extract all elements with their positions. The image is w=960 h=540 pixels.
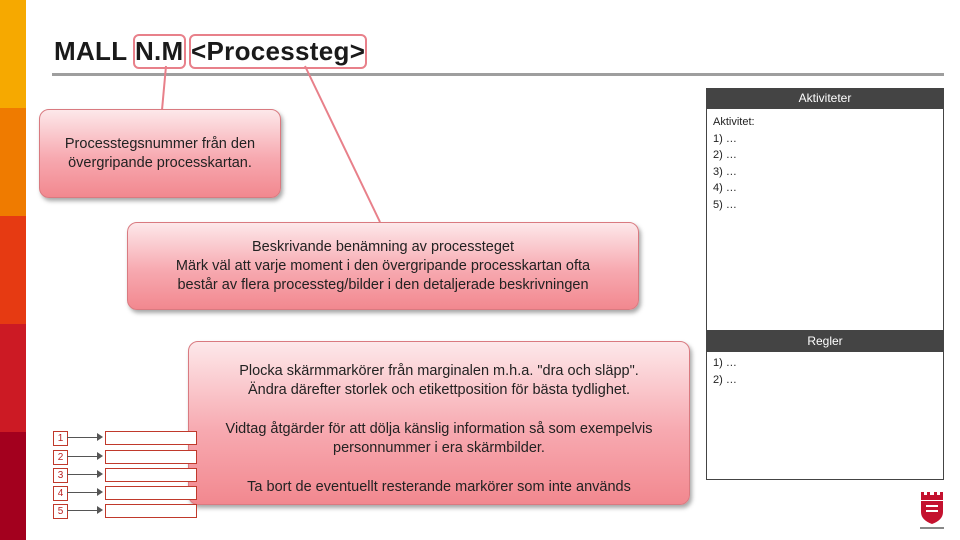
instr-1-line-2: Ändra därefter storlek och etikettposition för bästa tydlighet. — [247, 382, 631, 398]
screen-marker-2[interactable] — [53, 450, 203, 464]
aktivitet-label: Aktivitet: — [713, 116, 755, 128]
callout-desc-line-2: Märk väl att varje moment i den övergripande processkartan ofta — [175, 257, 591, 274]
screen-marker-4[interactable] — [53, 486, 203, 500]
regel-item-1: 1) … — [713, 357, 737, 369]
screen-marker-5[interactable] — [53, 504, 203, 518]
marker-line-2 — [67, 456, 99, 457]
marker-frame-2 — [105, 450, 197, 464]
aktivitet-item-2: 2) … — [713, 149, 737, 161]
title-step-name: <Processteg> — [191, 36, 366, 66]
regler-header: Regler — [706, 331, 944, 351]
title-step-number: N.M — [134, 36, 184, 66]
instr-3-line-1: Ta bort de eventuellt resterande markörer som inte används — [247, 479, 631, 495]
marker-label-5: 5 — [53, 504, 68, 519]
marker-line-3 — [67, 474, 99, 475]
marker-arrow-icon-4 — [97, 488, 103, 496]
marker-line-4 — [67, 492, 99, 493]
connector-number — [162, 66, 166, 110]
marker-label-1: 1 — [53, 431, 68, 446]
marker-arrow-icon-5 — [97, 506, 103, 514]
marker-frame-1 — [105, 431, 197, 445]
marker-frame-3 — [105, 468, 197, 482]
marker-arrow-icon-3 — [97, 470, 103, 478]
marker-label-2: 2 — [53, 450, 68, 465]
instr-2-line-2: personnummer i era skärmbilder. — [333, 440, 545, 456]
screen-marker-1[interactable] — [53, 431, 203, 445]
marker-arrow-icon-2 — [97, 452, 103, 460]
regler-box[interactable] — [706, 351, 944, 480]
aktivitet-item-4: 4) … — [713, 182, 737, 194]
regel-item-2: 2) … — [713, 373, 737, 386]
marker-line-5 — [67, 510, 99, 511]
aktivitet-item-3: 3) … — [713, 165, 737, 178]
aktivitet-item-1: 1) … — [713, 132, 737, 145]
crest-logo-icon — [918, 488, 946, 532]
instr-1-line-1: Plocka skärmmarkörer från marginalen m.h.a. "dra och släpp". — [239, 363, 639, 379]
callout-step-number[interactable] — [39, 109, 281, 198]
callout-step-description[interactable] — [127, 222, 639, 310]
callout-desc-line-3: består av flera processteg/bilder i den detaljerade beskrivningen — [177, 276, 589, 293]
connector-step — [305, 66, 380, 222]
marker-frame-4 — [105, 486, 197, 500]
screen-marker-3[interactable] — [53, 468, 203, 482]
callout-desc-line-1: Beskrivande benämning av processteget — [252, 238, 514, 255]
marker-arrow-icon-1 — [97, 433, 103, 441]
marker-label-3: 3 — [53, 468, 68, 483]
aktivitet-item-5: 5) … — [713, 198, 737, 211]
aktiviteter-box[interactable] — [706, 108, 944, 331]
marker-frame-5 — [105, 504, 197, 518]
marker-label-4: 4 — [53, 486, 68, 501]
marker-line-1 — [67, 437, 99, 438]
title-prefix: MALL — [54, 36, 128, 66]
callout-instructions[interactable] — [188, 341, 690, 505]
instr-2-line-1: Vidtag åtgärder för att dölja känslig information så som exempelvis — [225, 421, 653, 437]
aktiviteter-header: Aktiviteter — [706, 88, 944, 108]
callout-step-number-text: Processtegsnummer från den övergripande processkartan. — [64, 135, 256, 171]
